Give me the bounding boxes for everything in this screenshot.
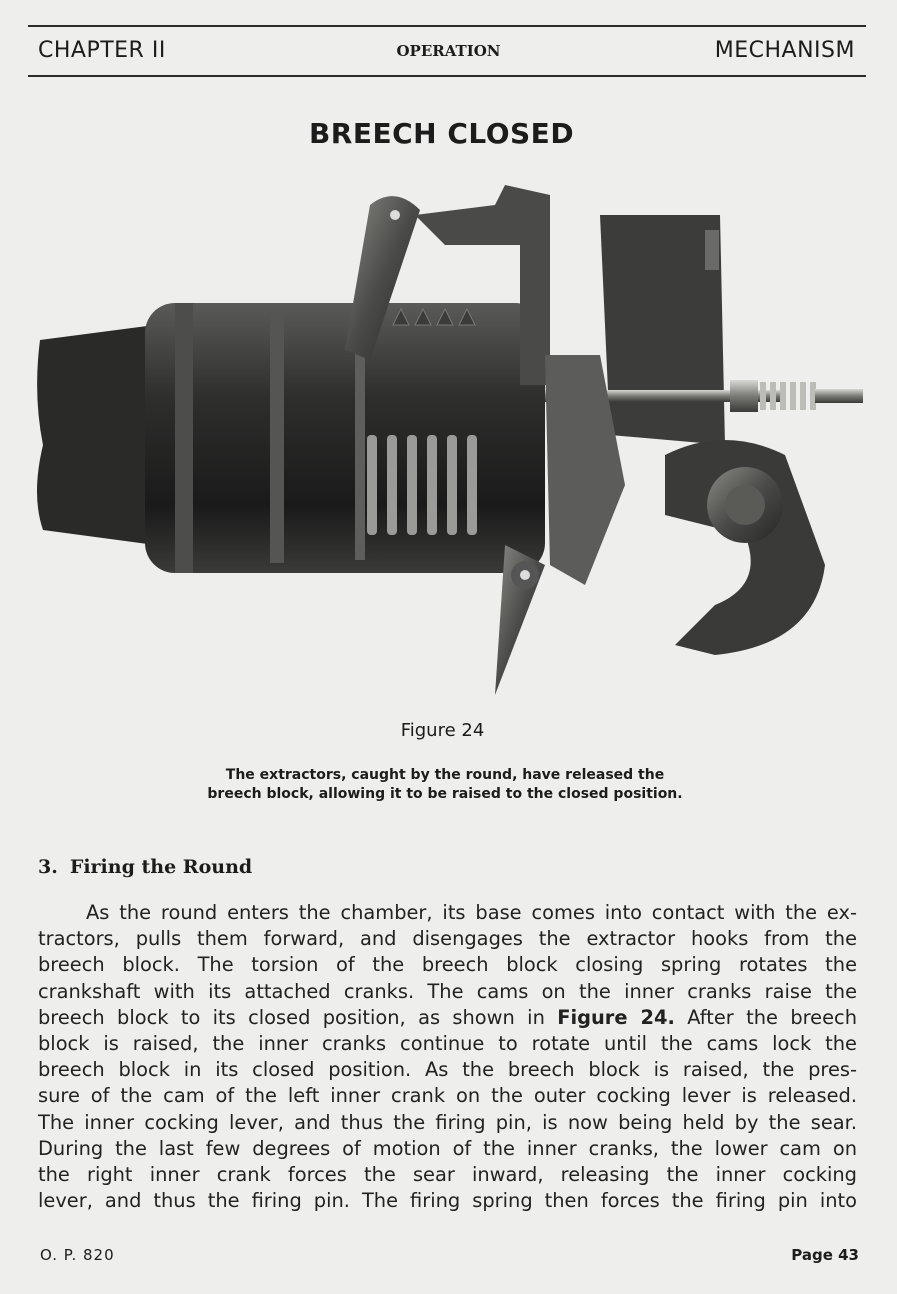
figure-caption: [160, 766, 730, 804]
body-line: tractors, pulls them forward, and disengages the extractor hooks from the: [38, 927, 857, 951]
running-head: OPERATION: [396, 42, 501, 60]
body-line: The inner cocking lever, and thus the firing pin, is now being held by the sear.: [38, 1110, 857, 1134]
section-title: Firing the Round: [69, 856, 253, 878]
body-line: During the last few degrees of motion of the inner cranks, the lower cam on: [38, 1136, 857, 1160]
section-number: 3.: [38, 856, 58, 878]
header-rule-bottom: [28, 75, 866, 77]
chapter-label: CHAPTER II: [38, 38, 166, 63]
section-heading: [38, 856, 252, 878]
body-line: sure of the cam of the left inner crank on the outer cocking lever is released.: [38, 1084, 857, 1108]
body-line: lever, and thus the firing pin. The firing spring then forces the firing pin into: [38, 1189, 857, 1213]
breech-mechanism-photo: [25, 185, 875, 705]
figure-reference: Figure 24.: [557, 1005, 675, 1029]
body-line: the right inner crank forces the sear inward, releasing the inner cocking: [38, 1162, 857, 1186]
body-line: [38, 1005, 857, 1031]
caption-line: The extractors, caught by the round, have released the: [225, 767, 665, 783]
document-number: O. P. 820: [40, 1246, 115, 1264]
section-label: MECHANISM: [714, 38, 855, 63]
page-title: BREECH CLOSED: [308, 117, 575, 150]
figure-label: Figure 24: [400, 720, 485, 741]
header-rule-top: [28, 25, 866, 27]
caption-line: breech block, allowing it to be raised to the closed position.: [207, 786, 683, 802]
body-paragraph: [38, 900, 857, 1214]
body-line: breech block in its closed position. As the breech block is raised, the pres-: [38, 1058, 857, 1082]
body-line: block is raised, the inner cranks continue to rotate until the cams lock the: [38, 1031, 857, 1055]
body-line: breech block. The torsion of the breech block closing spring rotates the: [38, 953, 857, 977]
body-line: As the round enters the chamber, its base comes into contact with the ex-: [86, 901, 857, 924]
page-number: Page 43: [791, 1246, 859, 1264]
body-line-text: breech block to its closed position, as shown in: [38, 1005, 545, 1029]
body-line: crankshaft with its attached cranks. The cams on the inner cranks raise the: [38, 979, 857, 1003]
body-line-text: After the breech: [687, 1005, 857, 1029]
